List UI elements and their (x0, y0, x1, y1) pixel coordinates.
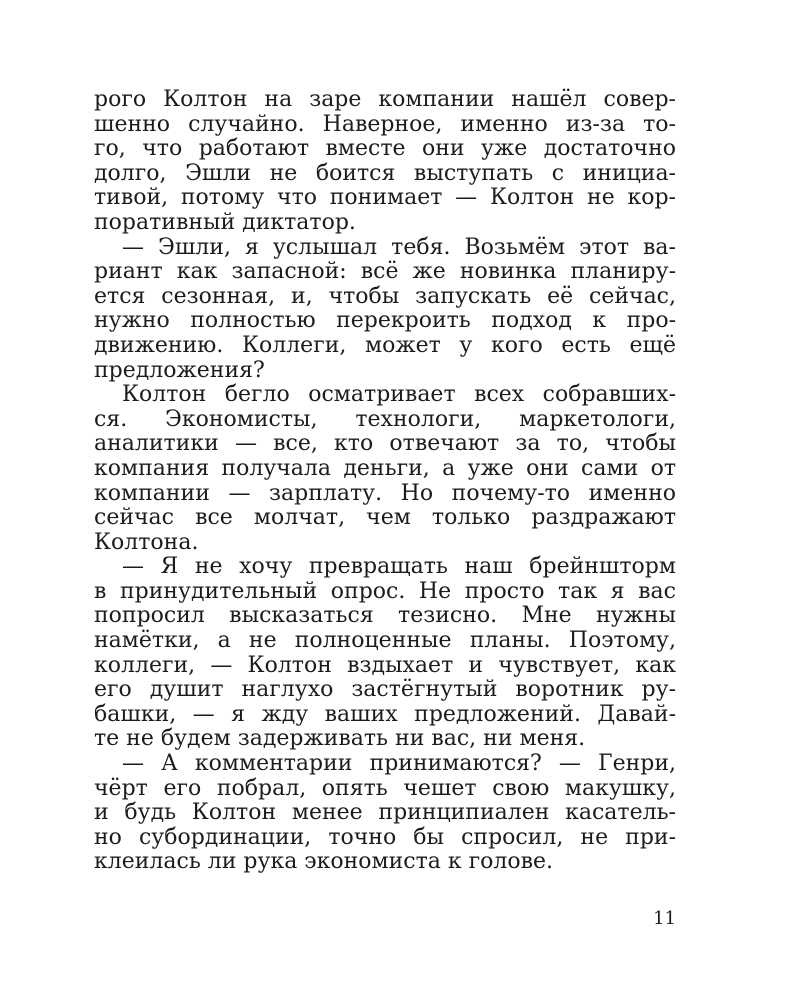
text-line: тивой, потому что понимает — Колтон не кор- (94, 185, 676, 211)
text-line: компании — зарплату. Но почему-то именно (94, 480, 676, 506)
text-line: чёрт его побрал, опять чешет свою макушку, (94, 775, 676, 801)
text-line: его душит наглухо застёгнутый воротник ру- (94, 677, 676, 703)
text-line: попросил высказаться тезисно. Мне нужны (94, 603, 676, 629)
text-line: поративный диктатор. (94, 209, 356, 235)
text-line: движению. Коллеги, может у кого есть ещё (94, 332, 676, 358)
text-line: коллеги, — Колтон вздыхает и чувствует, как (94, 652, 676, 678)
text-line: те не будем задерживать ни вас, ни меня. (94, 726, 586, 752)
text-line: — Эшли, я услышал тебя. Возьмём этот ва- (122, 234, 676, 260)
text-line: долго, Эшли не боится выступать с инициа- (94, 160, 676, 186)
text-line: ется сезонная, и, чтобы запускать её сейчас, (94, 283, 676, 309)
text-line: аналитики — все, кто отвечают за то, чтобы (94, 431, 676, 457)
text-line: предложения? (94, 357, 265, 383)
text-line: го, что работают вместе они уже достаточно (94, 136, 676, 162)
text-line: компания получала деньги, а уже они сами от (94, 455, 676, 481)
text-line: нужно полностью перекроить подход к про- (94, 308, 676, 334)
text-line: ся. Экономисты, технологи, маркетологи, (94, 406, 676, 432)
text-line: рого Колтон на заре компании нашёл совер- (94, 87, 676, 112)
text-line: в принудительный опрос. Не просто так я вас (94, 578, 676, 604)
text-line: намётки, а не полноценные планы. Поэтому, (94, 628, 676, 654)
page-number: 11 (653, 908, 676, 929)
text-line: шенно случайно. Наверное, именно из-за то- (94, 111, 676, 137)
text-line: — А комментарии принимаются? — Генри, (122, 751, 676, 777)
text-line: Колтона. (94, 529, 199, 555)
text-line: башки, — я жду ваших предложений. Давай- (94, 701, 676, 727)
text-line: риант как запасной: всё же новинка планиру- (94, 259, 676, 285)
text-line: — Я не хочу превращать наш брейншторм (122, 554, 676, 580)
text-line: Колтон бегло осматривает всех собравших- (122, 382, 676, 408)
text-line: клеилась ли рука экономиста к голове. (94, 849, 554, 875)
body-text (94, 88, 676, 875)
text-line: и будь Колтон менее принципиален касатель- (94, 800, 676, 826)
text-line: сейчас все молчат, чем только раздражают (94, 505, 676, 531)
text-line: но субординации, точно бы спросил, не при- (94, 824, 676, 850)
